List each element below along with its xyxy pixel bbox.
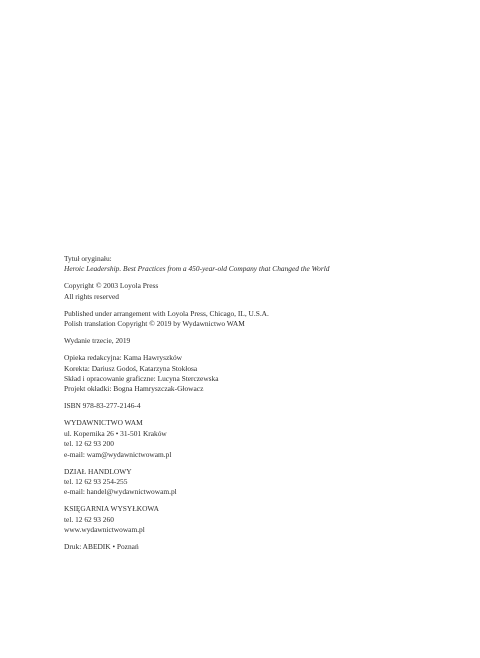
publisher-block <box>64 418 464 460</box>
edition-block <box>64 336 464 346</box>
credits-block <box>64 353 464 395</box>
cover-credit: Projekt okładki: Bogna Hamryszczak-Głowacz <box>64 384 204 394</box>
sales-name: DZIAŁ HANDLOWY <box>64 466 132 476</box>
publisher-address: ul. Kopernika 26 • 31-501 Kraków <box>64 428 167 438</box>
publisher-phone: tel. 12 62 93 200 <box>64 439 114 449</box>
copyright-block <box>64 281 464 302</box>
translation-copyright: Polish translation Copyright © 2019 by Wydawnictwo WAM <box>64 319 245 329</box>
sales-email: e-mail: handel@wydawnictwowam.pl <box>64 487 177 497</box>
isbn: ISBN 978-83-277-2146-4 <box>64 401 141 411</box>
original-title-label: Tytuł oryginału: <box>64 254 112 263</box>
editor-credit: Opieka redakcyjna: Kama Hawryszków <box>64 353 182 363</box>
bookstore-website: www.wydawnictwowam.pl <box>64 525 145 535</box>
arrangement-note: Published under arrangement with Loyola Press, Chicago, IL, U.S.A. <box>64 308 269 318</box>
publisher-email: e-mail: wam@wydawnictwowam.pl <box>64 449 172 459</box>
sales-phone: tel. 12 62 93 254-255 <box>64 477 128 487</box>
copyright-line: Copyright © 2003 Loyola Press <box>64 281 159 291</box>
printer: Druk: ABEDIK • Poznań <box>64 542 139 552</box>
isbn-block <box>64 401 464 411</box>
proofreading-credit: Korekta: Dariusz Godoś, Katarzyna Stokłosa <box>64 363 198 373</box>
bookstore-name: KSIĘGARNIA WYSYŁKOWA <box>64 504 159 514</box>
rights-reserved: All rights reserved <box>64 291 120 301</box>
original-title: Heroic Leadership. Best Practices from a 450-year-old Company that Changed the World <box>64 264 330 274</box>
imprint-page <box>64 254 464 559</box>
translation-block <box>64 309 464 330</box>
publisher-name: WYDAWNICTWO WAM <box>64 418 143 428</box>
bookstore-block <box>64 504 464 535</box>
edition: Wydanie trzecie, 2019 <box>64 336 131 346</box>
typesetting-credit: Skład i opracowanie graficzne: Lucyna Sterczewska <box>64 374 219 384</box>
bookstore-phone: tel. 12 62 93 260 <box>64 514 114 524</box>
printer-block <box>64 542 464 552</box>
original-title-block <box>64 254 464 275</box>
sales-block <box>64 467 464 498</box>
